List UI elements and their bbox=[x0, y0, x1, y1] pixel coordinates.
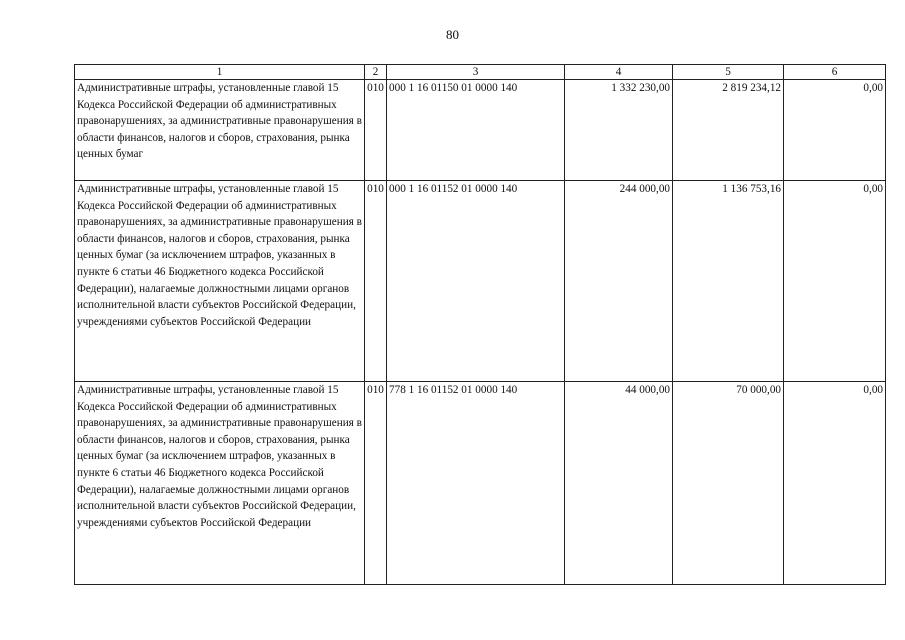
revenue-table bbox=[74, 64, 886, 585]
row-description: Административные штрафы, установленные главой 15 Кодекса Российской Федерации об административных правонарушениях, за административные правонарушения в области финансов, налогов и сборов, страхования, рынка ценных бумаг bbox=[75, 80, 365, 181]
value-col5-cell: 70 000,00 bbox=[673, 382, 784, 585]
value-col5-cell: 1 136 753,16 bbox=[673, 181, 784, 382]
admin-code-cell: 010 bbox=[365, 181, 387, 382]
budget-code-cell: 000 1 16 01152 01 0000 140 bbox=[387, 181, 565, 382]
value-col5-cell: 2 819 234,12 bbox=[673, 80, 784, 181]
page-number: 80 bbox=[446, 27, 459, 42]
value-col6-cell: 0,00 bbox=[784, 80, 886, 181]
value-col6-cell: 0,00 bbox=[784, 181, 886, 382]
budget-code-cell: 778 1 16 01152 01 0000 140 bbox=[387, 382, 565, 585]
row-description: Административные штрафы, установленные главой 15 Кодекса Российской Федерации об административных правонарушениях, за административные правонарушения в области финансов, налогов и сборов, страхования, рынка ценных бумаг (за исключением штрафов, указанных в пункте 6 статьи 46 Бюджетного кодекса Российской Федерации), налагаемые должностными лицами органов исполнительной власти субъектов Российской Федерации, учреждениями субъектов Российской Федерации bbox=[75, 382, 365, 585]
table-header-row bbox=[75, 65, 886, 80]
table-row bbox=[75, 181, 886, 382]
admin-code-cell: 010 bbox=[365, 80, 387, 181]
value-col4-cell: 244 000,00 bbox=[565, 181, 673, 382]
value-col6-cell: 0,00 bbox=[784, 382, 886, 585]
budget-code-cell: 000 1 16 01150 01 0000 140 bbox=[387, 80, 565, 181]
row-description: Административные штрафы, установленные главой 15 Кодекса Российской Федерации об административных правонарушениях, за административные правонарушения в области финансов, налогов и сборов, страхования, рынка ценных бумаг (за исключением штрафов, указанных в пункте 6 статьи 46 Бюджетного кодекса Российской Федерации), налагаемые должностными лицами органов исполнительной власти субъектов Российской Федерации, учреждениями субъектов Российской Федерации bbox=[75, 181, 365, 382]
column-header-4: 4 bbox=[565, 65, 673, 80]
column-header-2: 2 bbox=[365, 65, 387, 80]
admin-code-cell: 010 bbox=[365, 382, 387, 585]
column-header-6: 6 bbox=[784, 65, 886, 80]
table-row bbox=[75, 80, 886, 181]
column-header-3: 3 bbox=[387, 65, 565, 80]
column-header-1: 1 bbox=[75, 65, 365, 80]
value-col4-cell: 44 000,00 bbox=[565, 382, 673, 585]
value-col4-cell: 1 332 230,00 bbox=[565, 80, 673, 181]
table-row bbox=[75, 382, 886, 585]
column-header-5: 5 bbox=[673, 65, 784, 80]
